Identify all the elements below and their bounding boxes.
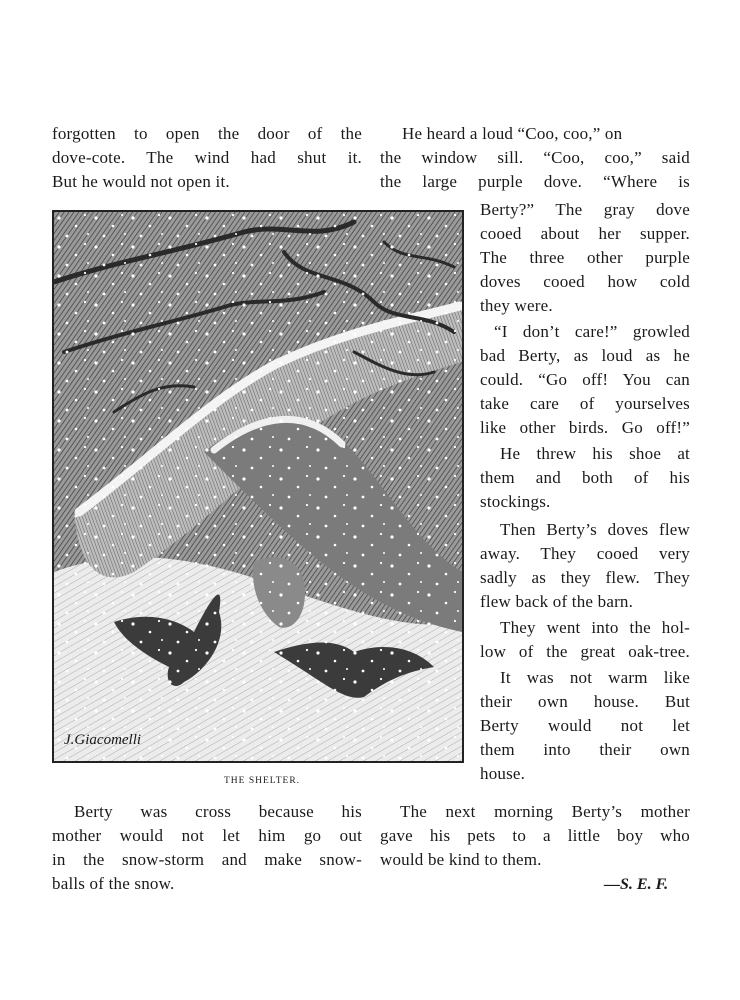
right-col-line: The three other purple: [480, 248, 690, 267]
left-bottom-line-3: in the snow-storm and make snow-: [52, 850, 362, 869]
right-col-line: them and both of his: [480, 468, 690, 487]
author-signature: —S. E. F.: [604, 876, 669, 893]
right-col-line: flew back of the barn.: [480, 592, 634, 611]
right-col-line: away. They cooed very: [480, 544, 690, 563]
right-col-line: could. “Go off! You can: [480, 370, 690, 389]
right-col-line: They went into the hol-: [500, 618, 690, 637]
illustration-caption: THE SHELTER.: [224, 776, 301, 786]
right-col-line: Berty would not let: [480, 716, 690, 735]
right-col-line: like other birds. Go off!”: [480, 418, 690, 437]
artist-signature: J.Giacomelli: [64, 732, 142, 748]
snowstorm-illustration: [54, 212, 462, 761]
right-col-line: bad Berty, as loud as he: [480, 346, 690, 365]
left-bottom-line-2: mother would not let him go out: [52, 826, 362, 845]
right-col-line: He threw his shoe at: [500, 444, 690, 463]
right-col-line: cooed about her supper.: [480, 224, 690, 243]
right-col-line: take care of yourselves: [480, 394, 690, 413]
right-col-line: low of the great oak-tree.: [480, 642, 690, 661]
right-col-line: “I don’t care!” growled: [494, 322, 690, 341]
left-top-line-3: But he would not open it.: [52, 172, 230, 191]
right-col-line: Then Berty’s doves flew: [500, 520, 690, 539]
right-bottom-line-3: would be kind to them.: [380, 850, 542, 869]
left-bottom-line-4: balls of the snow.: [52, 874, 175, 893]
right-col-line: they were.: [480, 296, 553, 315]
right-col-line: stockings.: [480, 492, 551, 511]
right-col-line: their own house. But: [480, 692, 690, 711]
right-col-line: It was not warm like: [500, 668, 690, 687]
right-top-line-2: the window sill. “Coo, coo,” said: [380, 148, 690, 167]
right-col-line: house.: [480, 764, 526, 783]
left-bottom-line-1: Berty was cross because his: [74, 802, 362, 821]
left-top-line-1: forgotten to open the door of the: [52, 124, 362, 143]
shelter-engraving: [52, 210, 464, 763]
left-top-line-2: dove-cote. The wind had shut it.: [52, 148, 362, 167]
right-col-line: them into their own: [480, 740, 690, 759]
right-col-line: sadly as they flew. They: [480, 568, 690, 587]
right-top-line-1: He heard a loud “Coo, coo,” on: [402, 124, 623, 143]
right-bottom-line-1: The next morning Berty’s mother: [400, 802, 690, 821]
right-top-line-3: the large purple dove. “Where is: [380, 172, 690, 191]
right-bottom-line-2: gave his pets to a little boy who: [380, 826, 690, 845]
right-col-line: Berty?” The gray dove: [480, 200, 690, 219]
right-col-line: doves cooed how cold: [480, 272, 690, 291]
